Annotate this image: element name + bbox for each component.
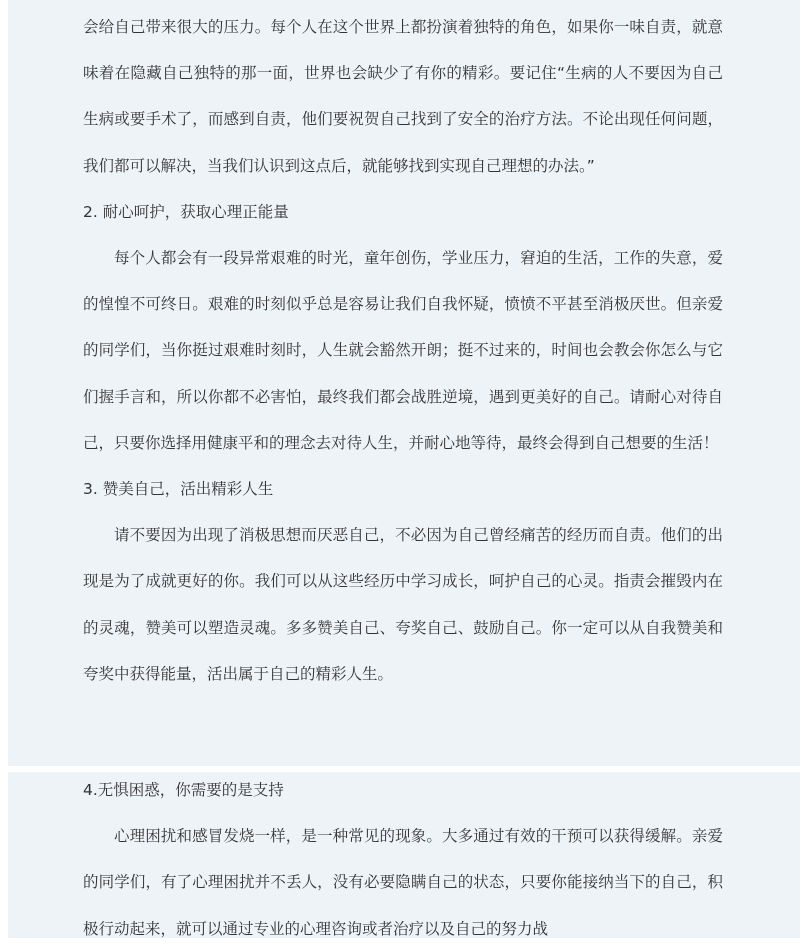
section-heading-4: 4.无惧困惑，你需要的是支持 — [83, 781, 284, 799]
article-body — [83, 4, 723, 697]
section-heading-2: 2. 耐心呵护，获取心理正能量 — [83, 202, 289, 221]
paragraph-section-3: 请不要因为出现了消极思想而厌恶自己，不必因为自己曾经痛苦的经历而自责。他们的出现是为了成就更好的你。我们可以从这些经历中学习成长，呵护自己的心灵。指责会摧毁内在的灵魂，赞美可以塑造灵魂。多多赞美自己、夸奖自己、鼓励自己。你一定可以从自我赞美和夸奖中获得能量，活出属于自己的精彩人生。 — [83, 526, 723, 683]
paragraph-section-2: 每个人都会有一段异常艰难的时光，童年创伤，学业压力，窘迫的生活，工作的失意，爱的惶惶不可终日。艰难的时刻似乎总是容易让我们自我怀疑，愤愤不平甚至消极厌世。但亲爱的同学们，当你挺过艰难时刻时，人生就会豁然开朗；挺不过来的，时间也会教会你怎么与它们握手言和，所以你都不必害怕，最终我们都会战胜逆境，遇到更美好的自己。请耐心对待自己，只要你选择用健康平和的理念去对待人生，并耐心地等待，最终会得到自己想要的生活！ — [83, 249, 723, 452]
article-body-continued — [83, 767, 723, 952]
section-heading-3: 3. 赞美自己，活出精彩人生 — [83, 480, 274, 499]
paragraph-section-4: 心理困扰和感冒发烧一样，是一种常见的现象。大多通过有效的干预可以获得缓解。亲爱的同学们，有了心理困扰并不丢人，没有必要隐瞒自己的状态，只要你能接纳当下的自己，积极行动起来，就可以通过专业的心理咨询或者治疗以及自己的努力战 — [83, 827, 723, 938]
paragraph-intro-end: 会给自己带来很大的压力。每个人在这个世界上都扮演着独特的角色，如果你一味自责，就意味着在隐藏自己独特的那一面，世界也会缺少了有你的精彩。要记住“生病的人不要因为自己生病或要手术了，而感到自责，他们要祝贺自己找到了安全的治疗方法。不论出现任何问题，我们都可以解决，当我们认识到这点后，就能够找到实现自己理想的办法。” — [83, 18, 723, 175]
